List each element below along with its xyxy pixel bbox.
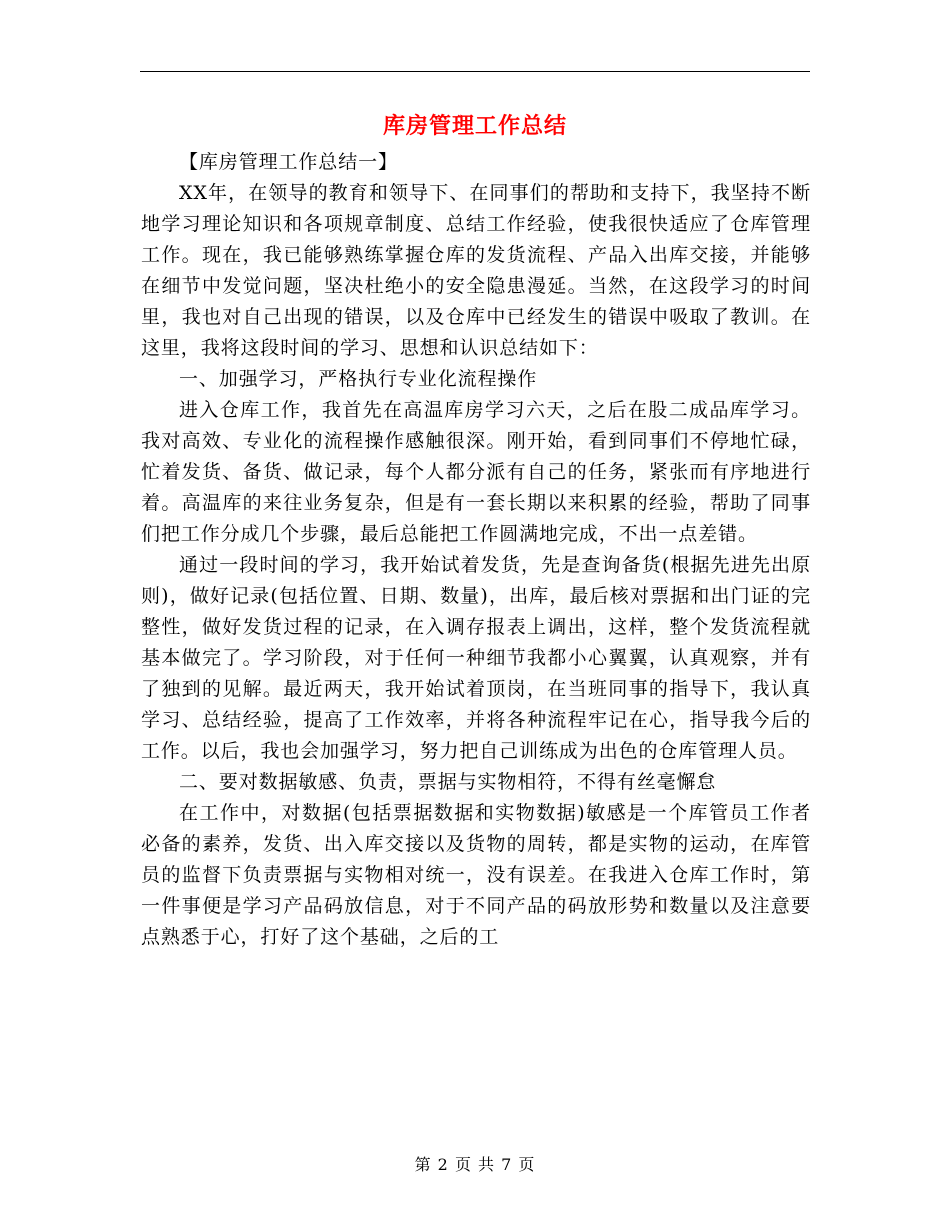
header-rule xyxy=(140,71,810,72)
section-heading-1: 一、加强学习，严格执行专业化流程操作 xyxy=(179,368,538,390)
document-body xyxy=(141,147,811,953)
paragraph-intro: XX年，在领导的教育和领导下、在同事们的帮助和支持下，我坚持不断地学习理论知识和各项规章制度、总结工作经验，使我很快适应了仓库管理工作。现在，我已能够熟练掌握仓库的发货流程、产品入出库交接，并能够在细节中发觉问题，坚决杜绝小的安全隐患漫延。当然，在这段学习的时间里，我也对自己出现的错误，以及仓库中已经发生的错误中吸取了教训。在这里，我将这段时间的学习、思想和认识总结如下： xyxy=(141,182,811,359)
paragraph-2: 通过一段时间的学习，我开始试着发货，先是查询备货(根据先进先出原则)，做好记录(包括位置、日期、数量)，出库，最后核对票据和出门证的完整性，做好发货过程的记录，在入调存报表上调出，这样，整个发货流程就基本做完了。学习阶段，对于任何一种细节我都小心翼翼，认真观察，并有了独到的见解。最近两天，我开始试着顶岗，在当班同事的指导下，我认真学习、总结经验，提高了工作效率，并将各种流程牢记在心，指导我今后的工作。以后，我也会加强学习，努力把自己训练成为出色的仓库管理人员。 xyxy=(141,554,811,762)
section-label: 【库房管理工作总结一】 xyxy=(179,151,398,173)
paragraph-3: 在工作中，对数据(包括票据数据和实物数据)敏感是一个库管员工作者必备的素养，发货、出入库交接以及货物的周转，都是实物的运动，在库管员的监督下负责票据与实物相对统一，没有误差。在我进入仓库工作时，第一件事便是学习产品码放信息，对于不同产品的码放形势和数量以及注意要点熟悉于心，打好了这个基础，之后的工 xyxy=(141,802,811,948)
document-title: 库房管理工作总结 xyxy=(382,113,567,139)
paragraph-1: 进入仓库工作，我首先在高温库房学习六天，之后在股二成品库学习。我对高效、专业化的流程操作感触很深。刚开始，看到同事们不停地忙碌，忙着发货、备货、做记录，每个人都分派有自己的任务，紧张而有序地进行着。高温库的来往业务复杂，但是有一套长期以来积累的经验，帮助了同事们把工作分成几个步骤，最后总能把工作圆满地完成，不出一点差错。 xyxy=(141,399,811,545)
section-heading-2: 二、要对数据敏感、负责，票据与实物相符，不得有丝毫懈怠 xyxy=(179,771,717,793)
page-number: 第 2 页 共 7 页 xyxy=(414,1155,536,1174)
